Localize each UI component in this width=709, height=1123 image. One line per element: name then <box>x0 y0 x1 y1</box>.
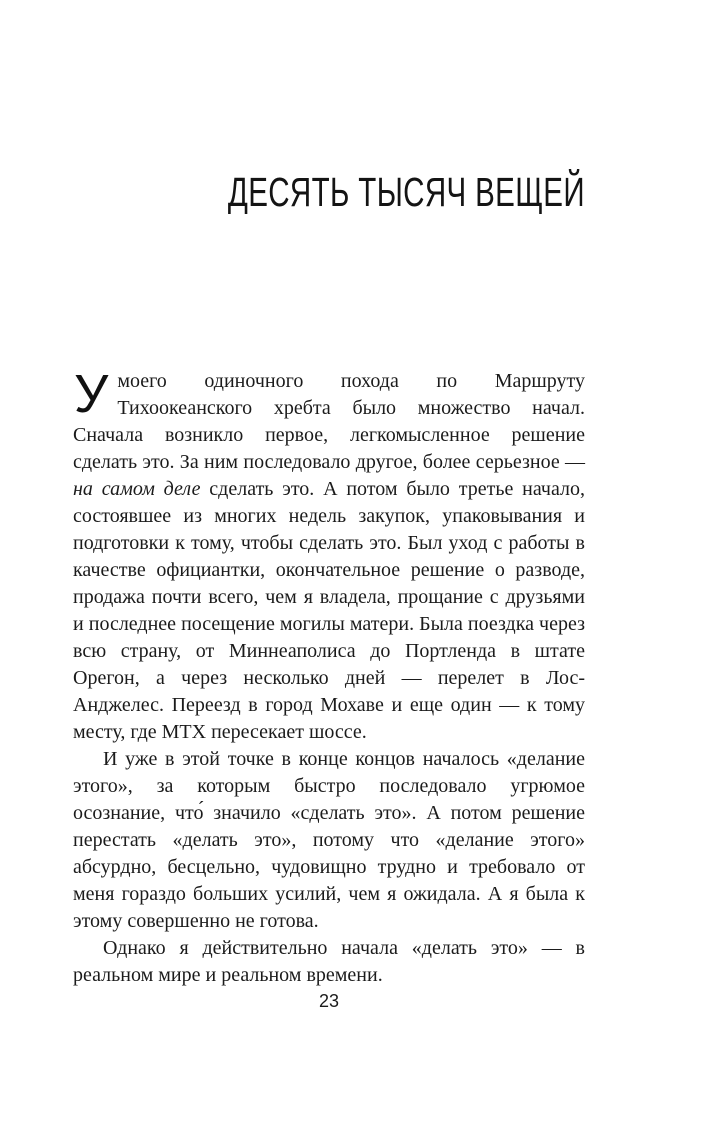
page-number: 23 <box>318 991 340 1011</box>
paragraph <box>73 935 585 989</box>
italic-run: на самом деле <box>73 478 201 500</box>
chapter-title <box>73 169 585 215</box>
text-run: моего одиночного похода по Маршруту Тихоокеанского хребта было множество начал. Сначала возникло первое, легкомысленное решение сделать это. За ним последовало другое, более серьезное — <box>73 370 585 473</box>
text-run: Однако я действительно начала «делать это» — в реальном мире и реальном времени. <box>73 937 585 986</box>
text-run: сделать это. А потом было третье начало, состоявшее из многих недель закупок, упаковывания и подготовки к тому, чтобы сделать это. Был уход с работы в качестве официантки, окончательное решение о разводе, продажа почти всего, чем я владела, прощание с друзьями и последнее посещение могилы матери. Была поездка через всю страну, от Миннеаполиса до Портленда в штате Орегон, а через несколько дней — перелет в Лос-Анджелес. Переезд в город Мохаве и еще один — к тому месту, где МТХ пересекает шоссе. <box>73 478 586 743</box>
paragraph <box>73 746 585 935</box>
text-run: И уже в этой точке в конце концов началось «делание этого», за которым быстро последовало угрюмое осознание, что́ значило «сделать это». А потом решение перестать «делать это», потому что «делание этого» абсурдно, бесцельно, чудовищно трудно и требовало от меня гораздо больших усилий, чем я ожидала. А я была к этому совершенно не готова. <box>73 748 585 932</box>
body-text <box>73 364 586 989</box>
chapter-title-text: ДЕСЯТЬ ТЫСЯЧ ВЕЩЕЙ <box>227 169 585 215</box>
paragraph <box>73 364 586 746</box>
drop-cap: У <box>74 364 109 424</box>
